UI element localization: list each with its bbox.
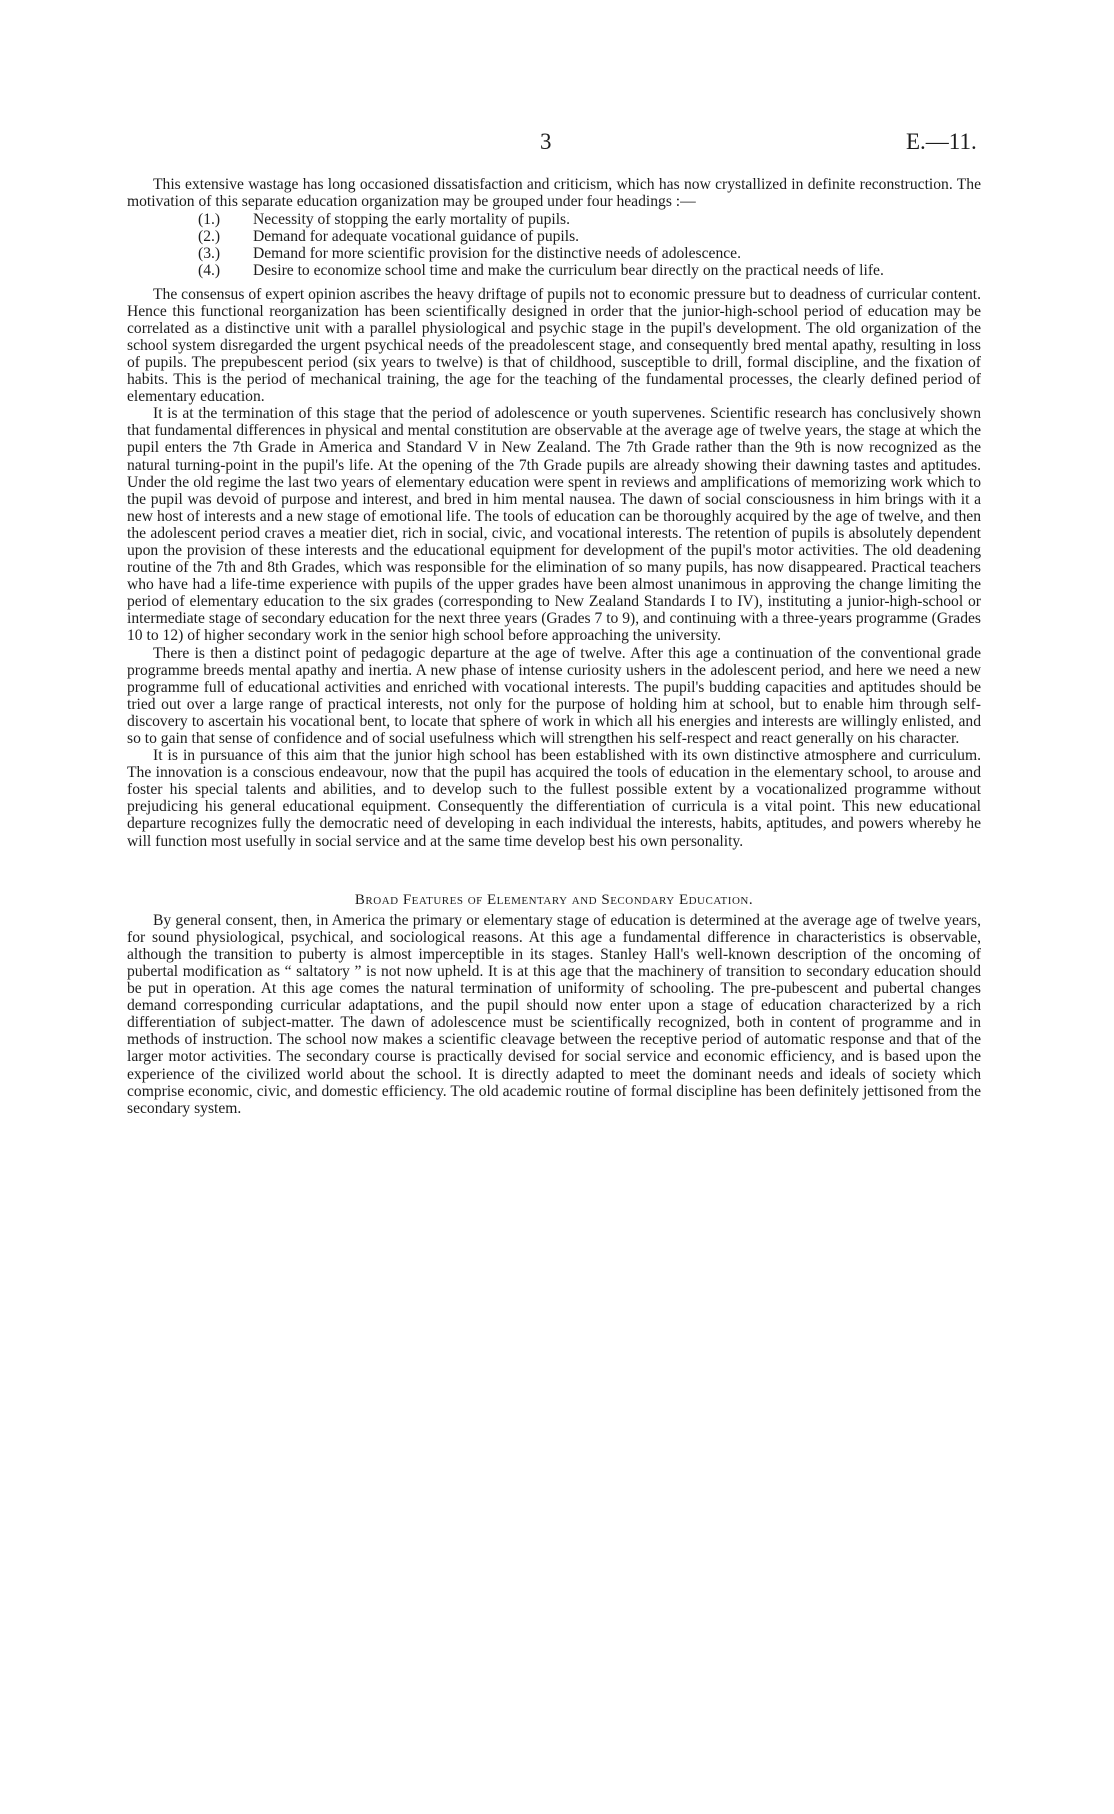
list-item-text: Demand for more scientific provision for the distinctive needs of adolescence. [253,245,742,263]
page-number: 3 [540,129,552,154]
list-item-text: Demand for adequate vocational guidance of pupils. [253,228,580,246]
paragraph-5: It is in pursuance of this aim that the junior high school has been established with its own distinctive atmosphere and curriculum. The innovation is a conscious endeavour, now that the pupil has acquired the tools of education in the elementary school, to arouse and foster his special talents and abilities, and to develop such to the fullest possible extent by a vocationalized programme without prejudicing his general educational equipment. Consequently the differentiation of curricula is a vital point. This new educational departure recognizes fully the democratic need of developing in each individual the interests, habits, aptitudes, and powers whereby he will function most usefully in social service and at the same time develop best his own personality. [127,747,981,850]
body-text [127,176,981,1117]
section-heading-text: Broad Features of Elementary and Secondary Education. [354,891,754,908]
list-item-number: (2.) [198,228,221,246]
list-item-number: (4.) [198,262,221,280]
list-item-number: (3.) [198,245,221,263]
paragraph-1: This extensive wastage has long occasioned dissatisfaction and criticism, which has now crystallized in definite reconstruction. The motivation of this separate education organization may be grouped under four headings :— [127,176,981,211]
headings-list [127,211,981,279]
paragraph-4: There is then a distinct point of pedagogic departure at the age of twelve. After this age a continuation of the conventional grade programme breeds mental apathy and inertia. A new phase of intense curiosity ushers in the adolescent period, and here we need a new programme full of educational activities and enriched with vocational interests. The pupil's budding capacities and aptitudes should be tried out over a large range of practical interests, not only for the purpose of holding him at school, but to enable him through self-discovery to ascertain his vocational bent, to locate that sphere of work in which all his energies and interests are willingly enlisted, and so to gain that sense of confidence and of social usefulness which will strengthen his self-respect and react generally on his character. [127,644,981,747]
list-item-text: Necessity of stopping the early mortality of pupils. [253,211,571,229]
document-code: E.—11. [906,129,977,154]
list-item-number: (1.) [198,211,221,229]
paragraph-3: It is at the termination of this stage that the period of adolescence or youth supervenes. Scientific research has conclusively shown that fundamental differences in physical and mental constitution are observable at the average age of twelve years, the stage at which the pupil enters the 7th Grade in America and Standard V in New Zealand. The 7th Grade rather than the 9th is now recognized as the natural turning-point in the pupil's life. At the opening of the 7th Grade pupils are already showing their dawning tastes and aptitudes. Under the old regime the last two years of elementary education were spent in reviews and amplifications of memorizing work which to the pupil was devoid of purpose and interest, and bred in him mental nausea. The dawn of social consciousness in him brings with it a new host of interests and a new stage of emotional life. The tools of education can be thoroughly acquired by the age of twelve, and then the adolescent period craves a meatier diet, rich in social, civic, and vocational interests. The retention of pupils is absolutely dependent upon the provision of these interests and the educational equipment for development of the pupil's motor activities. The old deadening routine of the 7th and 8th Grades, which was responsible for the elimination of so many pupils, has now disappeared. Practical teachers who have had a life-time experience with pupils of the upper grades have been almost unanimous in approving the change limiting the period of elementary education to the six grades (corresponding to New Zealand Standards I to IV), instituting a junior-high-school or intermediate stage of secondary education for the next three years (Grades 7 to 9), and continuing with a three-years programme (Grades 10 to 12) of higher secondary work in the senior high school before approaching the university. [127,405,981,645]
paragraph-2: The consensus of expert opinion ascribes the heavy driftage of pupils not to economic pressure but to deadness of curricular content. Hence this functional reorganization has been scientifically designed in order that the junior-high-school period of education may be correlated as a distinctive unit with a parallel physiological and psychic stage in the pupil's development. The old organization of the school system disregarded the urgent psychical needs of the preadolescent stage, and consequently bred mental apathy, resulting in loss of pupils. The prepubescent period (six years to twelve) is that of childhood, susceptible to drill, formal discipline, and the fixation of habits. This is the period of mechanical training, the age for the teaching of the fundamental processes, the clearly defined period of elementary education. [127,285,981,406]
list-item-text: Desire to economize school time and make the curriculum bear directly on the practical needs of life. [253,262,884,280]
list-item [127,228,981,245]
list-item [127,211,981,228]
list-item [127,262,981,279]
paragraph-6: By general consent, then, in America the primary or elementary stage of education is determined at the average age of twelve years, for sound physiological, psychical, and sociological reasons. At this age a fundamental difference in characteristics is observable, although the transition to puberty is almost imperceptible in its stages. Stanley Hall's well-known description of the oncoming of pubertal modification as “ saltatory ” is not now upheld. It is at this age that the machinery of transition to secondary education should be put in operation. At this age comes the natural termination of uniformity of schooling. The pre-pubescent and pubertal changes demand corresponding curricular adaptations, and the pupil should now enter upon a stage of education characterized by a rich differentiation of subject-matter. The dawn of adolescence must be scientifically recognized, both in content of programme and in methods of instruction. The school now makes a scientific cleavage between the receptive period of automatic response and that of the larger motor activities. The secondary course is practically devised for social service and economic efficiency, and is based upon the experience of the civilized world about the school. It is directly adapted to meet the dominant needs and ideals of society which comprise economic, civic, and domestic efficiency. The old academic routine of formal discipline has been definitely jettisoned from the secondary system. [127,911,981,1117]
section-heading [127,892,981,909]
list-item [127,245,981,262]
